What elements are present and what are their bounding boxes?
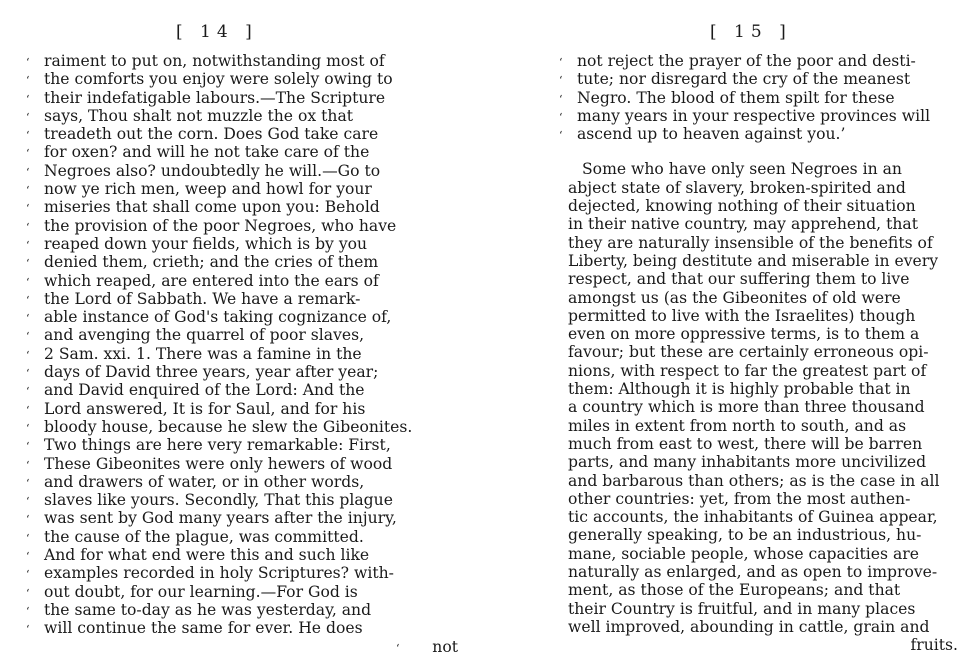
line-text: permitted to live with the Israelites) though — [568, 306, 916, 325]
quoted-line — [500, 70, 980, 88]
paragraph-line — [500, 197, 980, 215]
line-text: fruits. — [910, 636, 958, 655]
line-text: the cause of the plague, was committed. — [44, 527, 364, 546]
left-page — [0, 0, 480, 668]
line-text: the provision of the poor Negroes, who have — [44, 216, 397, 235]
paragraph-line — [500, 179, 980, 197]
quote-mark: ‘ — [26, 92, 30, 106]
text-line — [0, 143, 480, 161]
quote-mark: ‘ — [26, 238, 30, 252]
line-text: These Gibeonites were only hewers of wood — [44, 454, 393, 473]
paragraph-line — [500, 398, 980, 416]
line-text: Lord answered, It is for Saul, and for his — [44, 399, 366, 418]
paragraph-line — [500, 343, 980, 361]
line-text: Negroes also? undoubtedly he will.—Go to — [44, 161, 381, 180]
paragraph-line — [500, 618, 980, 636]
text-line — [0, 546, 480, 564]
paragraph-line — [500, 490, 980, 508]
line-text: for oxen? and will he not take care of the — [44, 143, 370, 162]
text-line — [0, 400, 480, 418]
paragraph-line — [500, 289, 980, 307]
text-line — [0, 583, 480, 601]
line-text: which reaped, are entered into the ears of — [44, 271, 379, 290]
paragraph-line — [500, 526, 980, 544]
paragraph-line — [500, 215, 980, 233]
paragraph-line — [500, 307, 980, 325]
paragraph-line — [500, 600, 980, 618]
line-text: Negro. The blood of them spilt for these — [577, 88, 895, 107]
paragraph-line — [500, 417, 980, 435]
line-text: will continue the same for ever. He does — [44, 619, 363, 638]
paragraph-line — [500, 252, 980, 270]
paragraph-line — [500, 160, 980, 178]
line-text: well improved, abounding in cattle, grain and — [568, 617, 930, 636]
right-page — [500, 0, 980, 668]
line-text: tute; nor disregard the cry of the meanest — [577, 70, 911, 89]
text-line — [0, 107, 480, 125]
line-text: their indefatigable labours.—The Scripture — [44, 88, 386, 107]
line-text: And for what end were this and such like — [44, 546, 370, 565]
quote-mark: ‘ — [559, 129, 563, 143]
quoted-line — [500, 125, 980, 143]
text-line — [0, 235, 480, 253]
quote-mark: ‘ — [26, 385, 30, 399]
paragraph-line — [500, 380, 980, 398]
quote-mark: ‘ — [26, 330, 30, 344]
text-line — [0, 455, 480, 473]
line-text: ment, as those of the Europeans; and that — [568, 581, 901, 600]
paragraph-line — [500, 234, 980, 252]
line-text: the Lord of Sabbath. We have a remark- — [44, 289, 361, 308]
text-line — [0, 253, 480, 271]
line-text: them: Although it is highly probable that in — [568, 380, 911, 399]
quote-mark: ‘ — [26, 129, 30, 143]
line-text: not — [432, 637, 458, 656]
line-text: even on more oppressive terms, is to them a — [568, 325, 920, 344]
quote-mark: ‘ — [26, 403, 30, 417]
quoted-line — [500, 107, 980, 125]
paragraph-line — [500, 508, 980, 526]
quote-mark: ‘ — [26, 568, 30, 582]
paragraph-line — [500, 435, 980, 453]
line-text: able instance of God's taking cognizance of, — [44, 308, 392, 327]
line-text: raiment to put on, notwithstanding most of — [44, 52, 385, 70]
line-text: out doubt, for our learning.—For God is — [44, 582, 358, 601]
line-text: many years in your respective provinces will — [577, 106, 931, 125]
line-text: they are naturally insensible of the benefits of — [568, 233, 933, 252]
line-text: and barbarous than others; as is the case in all — [568, 471, 940, 490]
text-line — [0, 509, 480, 527]
quote-mark: ‘ — [26, 220, 30, 234]
quote-mark: ‘ — [26, 623, 30, 637]
text-line — [0, 418, 480, 436]
quote-mark: ‘ — [26, 56, 30, 69]
quote-mark: ‘ — [26, 184, 30, 198]
line-text: amongst us (as the Gibeonites of old were — [568, 288, 901, 307]
paragraph-line — [500, 581, 980, 599]
quote-mark: ‘ — [559, 92, 563, 106]
quote-mark: ‘ — [559, 74, 563, 88]
quote-mark: ‘ — [26, 586, 30, 600]
line-text: miles in extent from north to south, and as — [568, 416, 907, 435]
line-text: parts, and many inhabitants more uncivilized — [568, 453, 927, 472]
line-text: says, Thou shalt not muzzle the ox that — [44, 106, 354, 125]
line-text: mane, sociable people, whose capacities are — [568, 544, 919, 563]
line-text: their Country is fruitful, and in many places — [568, 599, 916, 618]
line-text: in their native country, may apprehend, that — [568, 215, 918, 234]
paragraph-line — [500, 453, 980, 471]
line-text: slaves like yours. Secondly, That this plague — [44, 491, 393, 510]
left-text-block — [0, 52, 480, 656]
quote-mark: ‘ — [26, 513, 30, 527]
line-text: favour; but these are certainly erroneous opi- — [568, 343, 929, 362]
text-line — [0, 381, 480, 399]
line-text: naturally as enlarged, and as open to improve- — [568, 563, 938, 582]
text-line — [0, 198, 480, 216]
quote-mark: ‘ — [26, 202, 30, 216]
line-text: ascend up to heaven against you.’ — [577, 125, 846, 144]
text-line — [0, 70, 480, 88]
quoted-line — [500, 52, 980, 70]
quoted-line — [500, 89, 980, 107]
text-line — [0, 528, 480, 546]
line-text: examples recorded in holy Scriptures? with- — [44, 564, 394, 583]
line-text: miseries that shall come upon you: Behold — [44, 198, 380, 217]
paragraph-line — [500, 472, 980, 490]
quote-mark: ‘ — [26, 550, 30, 564]
quote-mark: ‘ — [396, 641, 400, 655]
line-text: Liberty, being destitute and miserable in every — [568, 251, 939, 270]
line-text: days of David three years, year after year; — [44, 363, 379, 382]
page-number: [ 14 ] — [176, 22, 258, 42]
quote-mark: ‘ — [26, 604, 30, 618]
line-text: Two things are here very remarkable: First, — [44, 436, 391, 455]
line-text: reaped down your fields, which is by you — [44, 234, 368, 253]
text-line — [0, 601, 480, 619]
line-text: abject state of slavery, broken-spirited and — [568, 178, 906, 197]
page-number: [ 15 ] — [710, 22, 792, 42]
line-text: not reject the prayer of the poor and desti- — [577, 52, 916, 70]
line-text: treadeth out the corn. Does God take care — [44, 125, 379, 144]
line-text: and drawers of water, or in other words, — [44, 472, 365, 491]
text-line — [0, 272, 480, 290]
quote-mark: ‘ — [26, 348, 30, 362]
text-line — [0, 162, 480, 180]
line-text: and avenging the quarrel of poor slaves, — [44, 326, 365, 345]
line-text: Some who have only seen Negroes in an — [582, 160, 902, 179]
line-text: much from east to west, there will be barren — [568, 434, 923, 453]
line-text: a country which is more than three thousand — [568, 398, 925, 417]
quote-mark: ‘ — [26, 495, 30, 509]
line-text: now ye rich men, weep and howl for your — [44, 180, 372, 199]
quote-mark: ‘ — [26, 367, 30, 381]
text-line — [0, 436, 480, 454]
quote-mark: ‘ — [26, 147, 30, 161]
line-text: the comforts you enjoy were solely owing to — [44, 70, 393, 89]
line-text: nions, with respect to far the greatest part of — [568, 361, 927, 380]
paragraph-line — [500, 362, 980, 380]
quote-mark: ‘ — [559, 56, 563, 69]
paragraph-line — [500, 545, 980, 563]
line-text: was sent by God many years after the injury, — [44, 509, 397, 528]
text-line — [0, 363, 480, 381]
line-text: generally speaking, to be an industrious, hu- — [568, 526, 922, 545]
quote-mark: ‘ — [26, 165, 30, 179]
text-line — [0, 345, 480, 363]
text-line — [0, 326, 480, 344]
line-text: respect, and that our suffering them to live — [568, 270, 910, 289]
text-line — [0, 473, 480, 491]
text-line — [0, 125, 480, 143]
line-text: bloody house, because he slew the Gibeonites. — [44, 417, 413, 436]
quote-mark: ‘ — [559, 110, 563, 124]
text-line — [0, 491, 480, 509]
right-text-block — [500, 52, 980, 655]
quote-mark: ‘ — [26, 312, 30, 326]
line-text: other countries: yet, from the most authen- — [568, 489, 911, 508]
paragraph-line — [500, 563, 980, 581]
last-line — [500, 636, 980, 654]
text-line — [0, 89, 480, 107]
quote-mark: ‘ — [26, 476, 30, 490]
quote-mark: ‘ — [26, 293, 30, 307]
line-text: the same to-day as he was yesterday, and — [44, 600, 372, 619]
text-line — [0, 180, 480, 198]
paragraph-line — [500, 325, 980, 343]
quote-mark: ‘ — [26, 421, 30, 435]
quote-mark: ‘ — [26, 440, 30, 454]
line-text: denied them, crieth; and the cries of them — [44, 253, 379, 272]
quote-mark: ‘ — [26, 458, 30, 472]
quote-mark: ‘ — [26, 275, 30, 289]
text-line — [0, 217, 480, 235]
paragraph-gap — [500, 143, 980, 160]
quote-mark: ‘ — [26, 531, 30, 545]
quote-mark: ‘ — [26, 110, 30, 124]
paragraph-line — [500, 270, 980, 288]
line-text: 2 Sam. xxi. 1. There was a famine in the — [44, 344, 362, 363]
text-line — [0, 52, 480, 70]
text-line — [0, 619, 480, 637]
line-text: dejected, knowing nothing of their situation — [568, 197, 916, 216]
line-text: tic accounts, the inhabitants of Guinea appear, — [568, 508, 938, 527]
catchword — [0, 638, 480, 656]
quote-mark: ‘ — [26, 257, 30, 271]
text-line — [0, 290, 480, 308]
quote-mark: ‘ — [26, 74, 30, 88]
text-line — [0, 308, 480, 326]
text-line — [0, 564, 480, 582]
line-text: and David enquired of the Lord: And the — [44, 381, 365, 400]
